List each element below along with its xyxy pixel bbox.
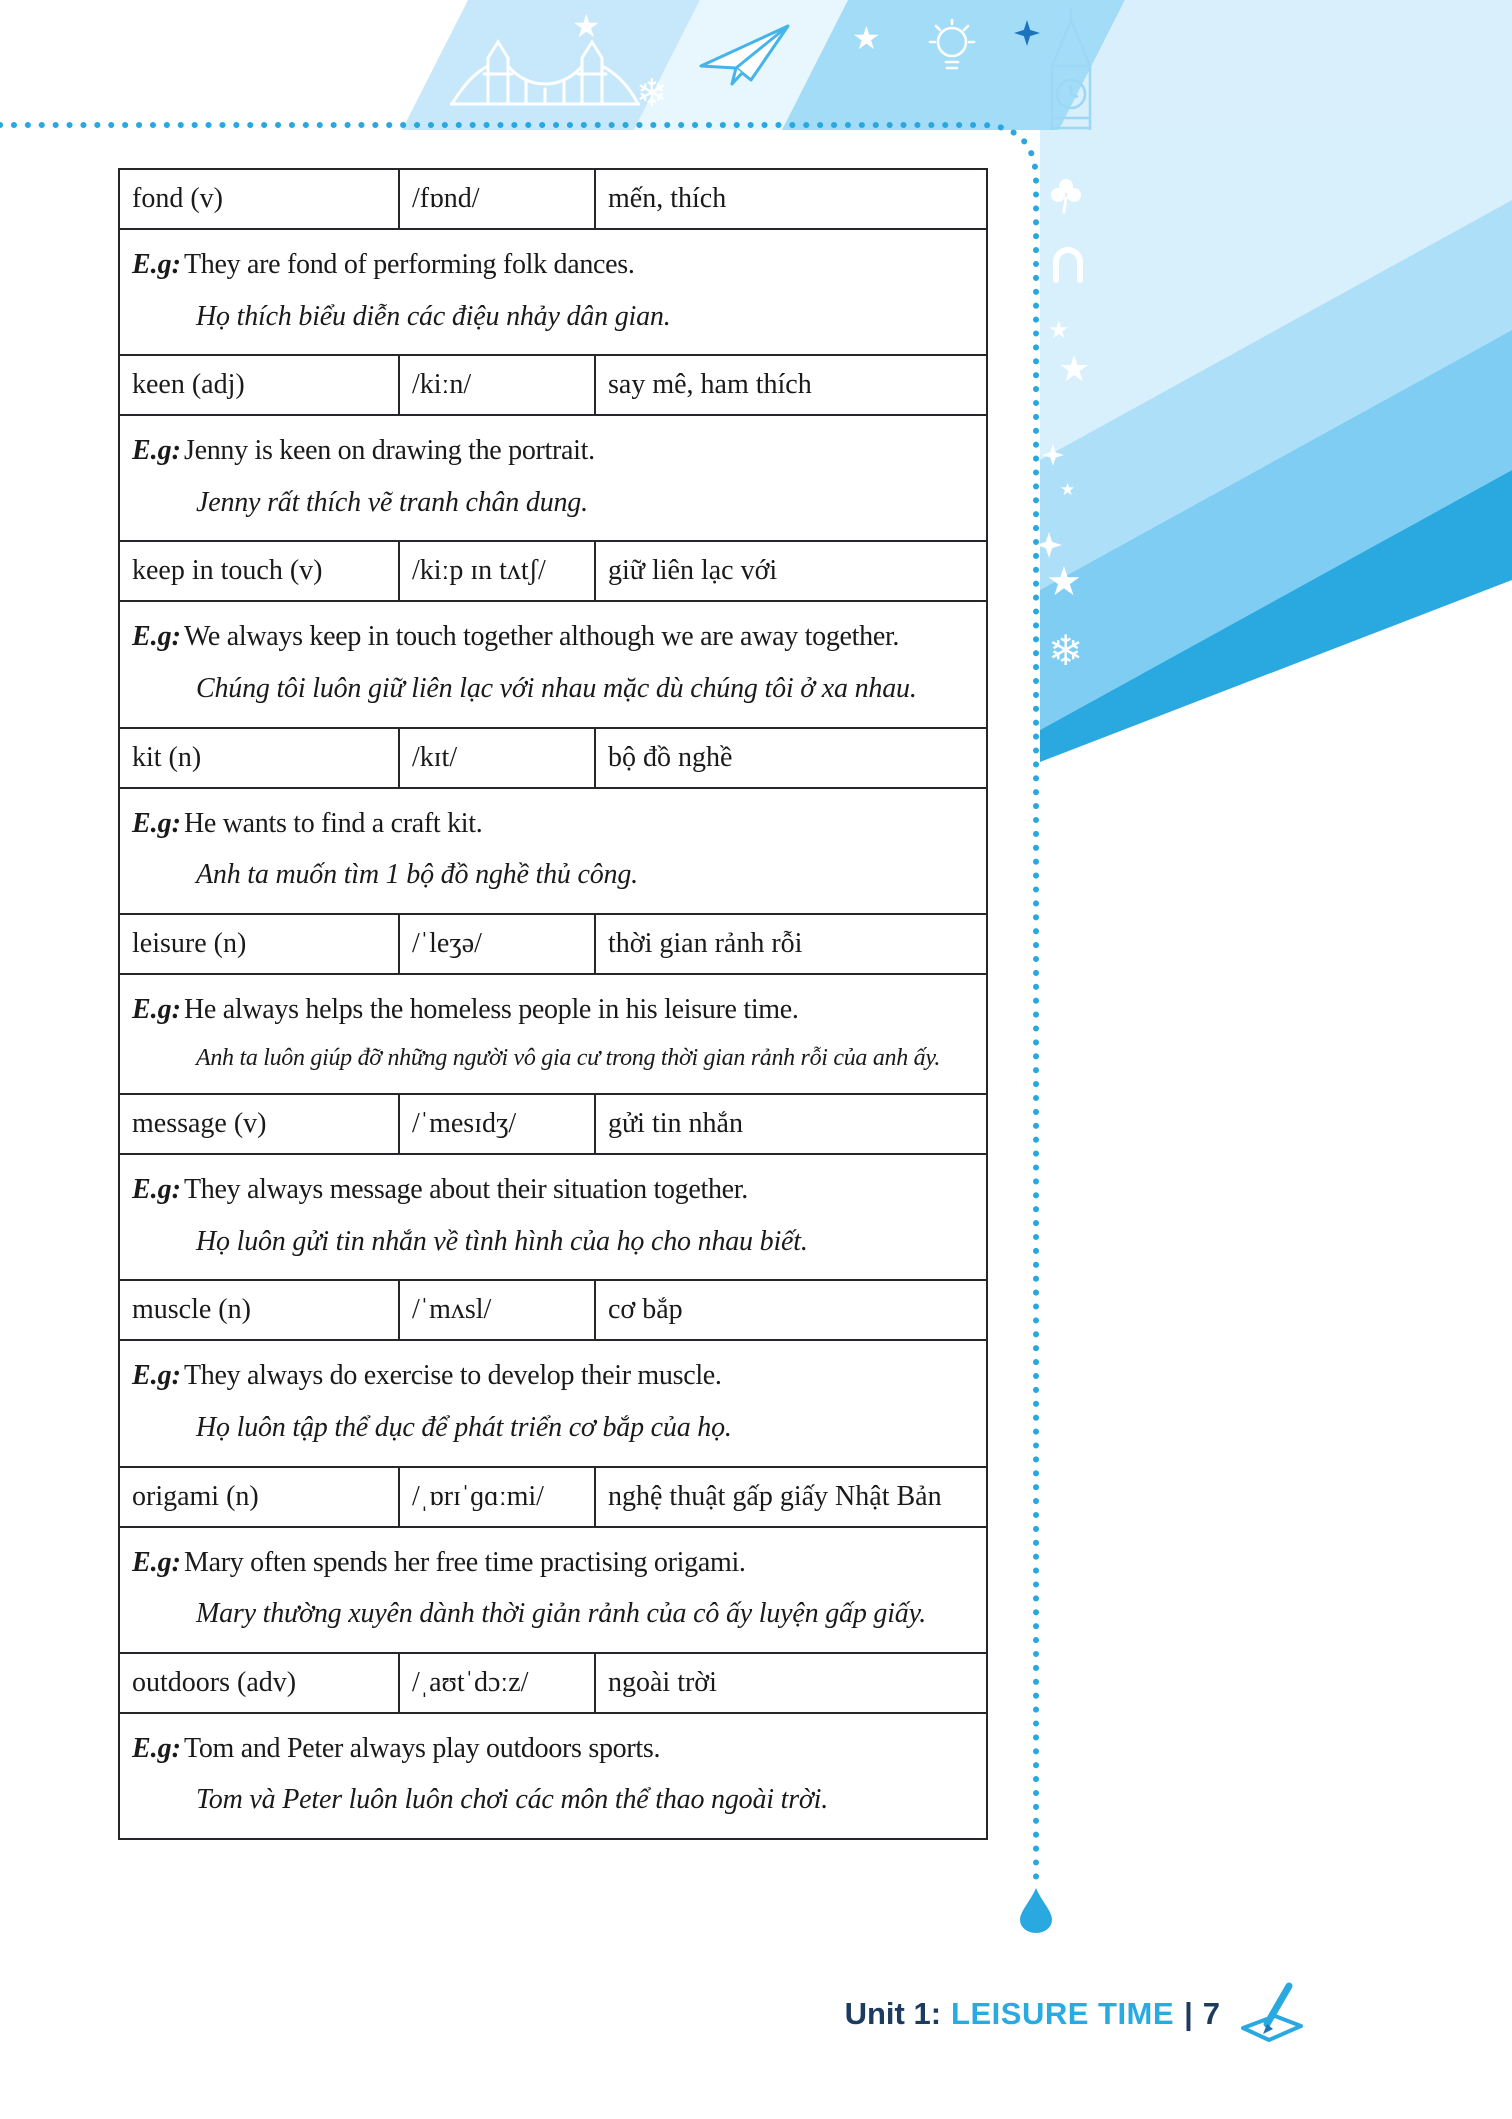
- vocab-word: leisure (n): [119, 914, 399, 974]
- vocab-ipa: /ˈmesɪdʒ/: [399, 1094, 595, 1154]
- vocab-word: fond (v): [119, 169, 399, 229]
- vocab-word: kit (n): [119, 728, 399, 788]
- example-english: We always keep in touch together although we are away together.: [184, 621, 900, 653]
- example-row: [119, 974, 987, 1094]
- example-vietnamese: Anh ta luôn giúp đỡ những người vô gia cư trong thời gian rảnh rỗi của anh ấy.: [196, 1045, 941, 1072]
- star-icon: ★: [572, 7, 601, 45]
- footer-separator: |: [1184, 1996, 1193, 2031]
- example-english: Tom and Peter always play outdoors sports.: [184, 1732, 661, 1764]
- example-vietnamese: Họ thích biểu diễn các điệu nhảy dân gian.: [196, 300, 671, 332]
- example-row: [119, 229, 987, 355]
- vocab-meaning: ngoài trời: [595, 1653, 987, 1713]
- example-label: E.g:: [132, 807, 181, 839]
- example-row: [119, 1154, 987, 1280]
- vocab-ipa: /kiːp ɪn tʌtʃ/: [399, 541, 595, 601]
- vocab-table-body: [119, 169, 987, 1839]
- example-cell: [119, 415, 987, 541]
- vocab-meaning: nghệ thuật gấp giấy Nhật Bản: [595, 1467, 987, 1527]
- vocab-word: muscle (n): [119, 1280, 399, 1340]
- example-cell: [119, 1527, 987, 1653]
- vocab-ipa: /ˌaʊtˈdɔːz/: [399, 1653, 595, 1713]
- vocab-row: [119, 1467, 987, 1527]
- vocab-row: [119, 1653, 987, 1713]
- paper-plane-icon: [698, 22, 793, 88]
- example-label: E.g:: [132, 1360, 181, 1392]
- example-english: They are fond of performing folk dances.: [184, 249, 635, 280]
- snowflake-icon: ❄: [636, 71, 668, 115]
- star-icon: ★: [852, 19, 881, 57]
- example-row: [119, 415, 987, 541]
- example-label: E.g:: [132, 621, 181, 653]
- example-label: E.g:: [132, 1546, 181, 1578]
- star-icon: ★: [1058, 349, 1091, 390]
- vocab-meaning: say mê, ham thích: [595, 355, 987, 415]
- example-row: [119, 788, 987, 914]
- vocab-meaning: thời gian rảnh rỗi: [595, 914, 987, 974]
- vocab-meaning: giữ liên lạc với: [595, 541, 987, 601]
- vocab-table: [118, 168, 986, 1840]
- vocab-row: [119, 1280, 987, 1340]
- vocab-ipa: /ˈleʒə/: [399, 914, 595, 974]
- example-english: Mary often spends her free time practising origami.: [184, 1546, 746, 1578]
- example-vietnamese: Họ luôn tập thể dục để phát triển cơ bắp của họ.: [196, 1411, 732, 1443]
- right-band-background: [1040, 130, 1512, 780]
- example-english: They always do exercise to develop their muscle.: [184, 1360, 722, 1392]
- example-english: He always helps the homeless people in his leisure time.: [184, 993, 799, 1025]
- unit-title: LEISURE TIME: [951, 1996, 1175, 2031]
- vocab-meaning: cơ bắp: [595, 1280, 987, 1340]
- footer-text: [845, 1996, 1220, 2032]
- example-english: Jenny is keen on drawing the portrait.: [184, 435, 595, 467]
- clover-icon: [1050, 178, 1082, 214]
- page-number: 7: [1202, 1996, 1220, 2031]
- example-cell: [119, 1154, 987, 1280]
- vocab-meaning: gửi tin nhắn: [595, 1094, 987, 1154]
- example-vietnamese: Anh ta muốn tìm 1 bộ đồ nghề thủ công.: [196, 859, 638, 891]
- example-vietnamese: Mary thường xuyên dành thời giản rảnh của cô ấy luyện gấp giấy.: [196, 1598, 927, 1630]
- example-label: E.g:: [132, 993, 181, 1025]
- vocab-ipa: /ˈmʌsl/: [399, 1280, 595, 1340]
- example-row: [119, 1340, 987, 1466]
- star-icon: ★: [1048, 316, 1070, 344]
- vocab-word: keen (adj): [119, 355, 399, 415]
- example-vietnamese: Jenny rất thích vẽ tranh chân dung.: [196, 486, 588, 518]
- vocab-row: [119, 169, 987, 229]
- example-cell: [119, 1713, 987, 1839]
- vocab-row: [119, 355, 987, 415]
- vocab-ipa: /fɒnd/: [399, 169, 595, 229]
- vocab-word: keep in touch (v): [119, 541, 399, 601]
- example-label: E.g:: [132, 1174, 181, 1206]
- droplet-icon: [1018, 1886, 1054, 1934]
- example-label: E.g:: [132, 435, 181, 467]
- example-vietnamese: Họ luôn gửi tin nhắn về tình hình của họ cho nhau biết.: [196, 1225, 808, 1257]
- vocab-table-grid: [118, 168, 988, 1840]
- example-english: He wants to find a craft kit.: [184, 807, 483, 839]
- example-row: [119, 1527, 987, 1653]
- unit-label: Unit 1:: [844, 1996, 942, 2031]
- example-cell: [119, 974, 987, 1094]
- example-label: E.g:: [132, 249, 181, 280]
- vocab-row: [119, 541, 987, 601]
- vocab-ipa: /kiːn/: [399, 355, 595, 415]
- lightbulb-icon: [928, 18, 976, 80]
- vocab-word: outdoors (adv): [119, 1653, 399, 1713]
- star-icon: ★: [1060, 480, 1076, 500]
- example-cell: [119, 788, 987, 914]
- vocab-word: origami (n): [119, 1467, 399, 1527]
- example-vietnamese: Tom và Peter luôn luôn chơi các môn thể thao ngoài trời.: [196, 1784, 829, 1816]
- vocab-meaning: mến, thích: [595, 169, 987, 229]
- snowflake-icon: ❄: [1048, 626, 1084, 675]
- vocab-ipa: /ˌɒrɪˈɡɑːmi/: [399, 1467, 595, 1527]
- vocab-row: [119, 1094, 987, 1154]
- example-label: E.g:: [132, 1732, 181, 1764]
- example-row: [119, 1713, 987, 1839]
- example-cell: [119, 601, 987, 727]
- tower-bridge-icon: [450, 32, 640, 117]
- example-cell: [119, 229, 987, 355]
- vocab-row: [119, 914, 987, 974]
- example-row: [119, 601, 987, 727]
- page-footer: [845, 1978, 1307, 2050]
- vocab-meaning: bộ đồ nghề: [595, 728, 987, 788]
- vocab-row: [119, 728, 987, 788]
- example-vietnamese: Chúng tôi luôn giữ liên lạc với nhau mặc dù chúng tôi ở xa nhau.: [196, 672, 917, 704]
- horseshoe-icon: [1046, 242, 1090, 286]
- writing-hand-icon: [1235, 1978, 1307, 2050]
- star-icon: ★: [1046, 559, 1082, 605]
- vocab-word: message (v): [119, 1094, 399, 1154]
- example-english: They always message about their situation together.: [184, 1174, 748, 1206]
- example-cell: [119, 1340, 987, 1466]
- vocab-ipa: /kɪt/: [399, 728, 595, 788]
